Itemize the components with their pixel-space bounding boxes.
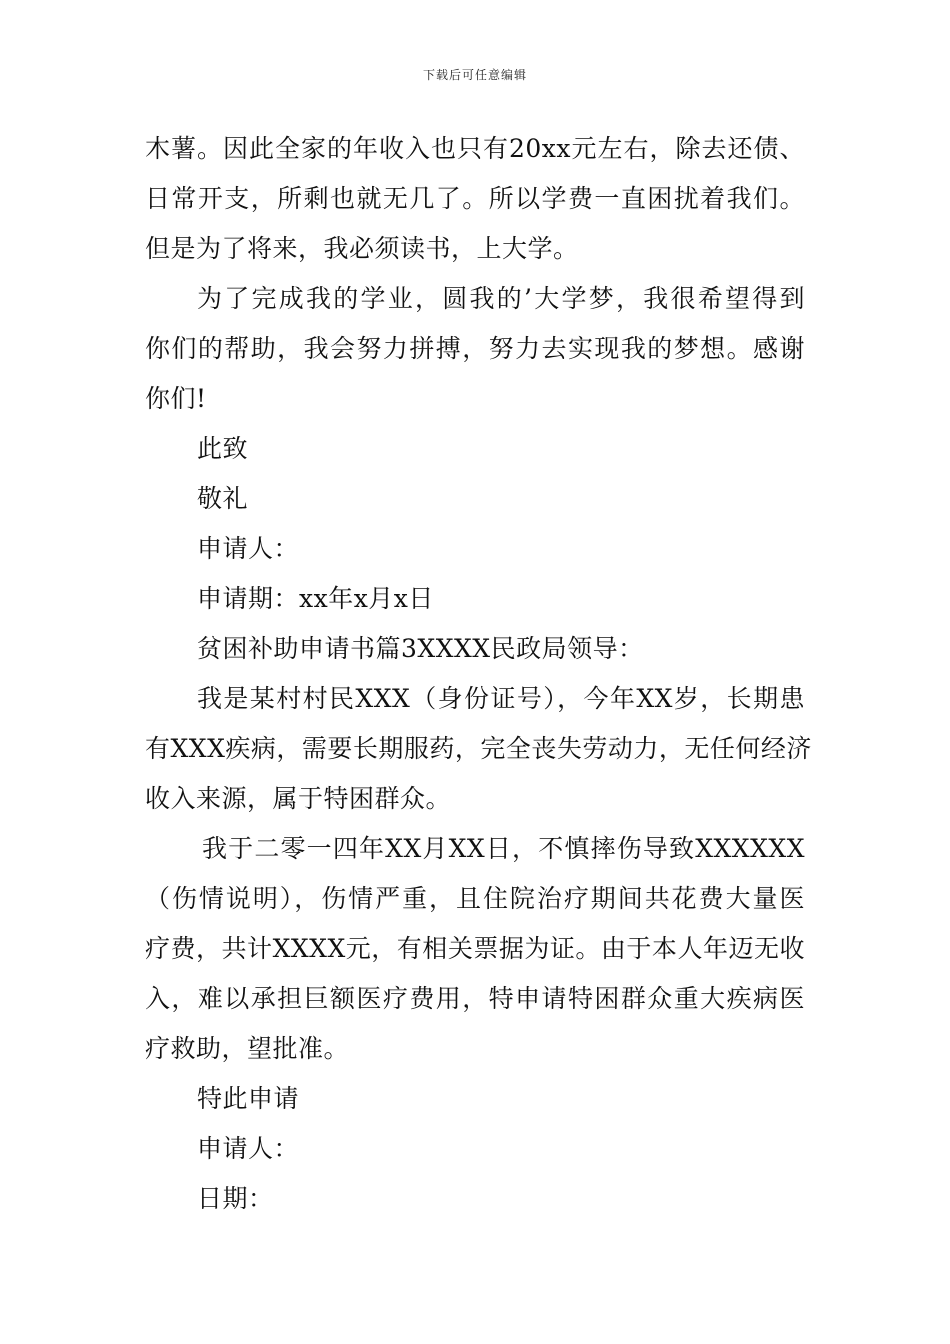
article-3-heading: 贫困补助申请书篇3XXXX民政局领导： <box>197 634 644 663</box>
paragraph-4-line-5: 疗救助，望批准。 <box>145 1034 350 1063</box>
paragraph-2-line-2: 你们的帮助，我会努力拼搏，努力去实现我的梦想。感谢 <box>145 334 805 363</box>
paragraph-3-line-2: 有XXX疾病，需要长期服药，完全丧失劳动力，无任何经济 <box>145 734 812 763</box>
paragraph-1-line-2: 日常开支，所剩也就无几了。所以学费一直困扰着我们。 <box>145 184 805 213</box>
closing-salutation: 此致 <box>197 434 249 463</box>
applicant-label: 申请人： <box>197 534 300 563</box>
paragraph-4-line-1: 我于二零一四年XX月XX日，不慎摔伤导致XXXXXX <box>202 834 805 863</box>
paragraph-3-line-1: 我是某村村民XXX（身份证号），今年XX岁，长期患 <box>197 684 805 713</box>
application-date: 申请期：xx年x月x日 <box>197 584 434 613</box>
page-header: 下载后可任意编辑 <box>422 68 527 82</box>
paragraph-4-line-2: （伤情说明），伤情严重，且住院治疗期间共花费大量医 <box>145 884 805 913</box>
closing-regards: 敬礼 <box>197 484 249 513</box>
paragraph-2-line-1: 为了完成我的学业，圆我的’大学梦，我很希望得到 <box>197 284 805 313</box>
applicant-label-2: 申请人： <box>197 1134 300 1163</box>
closing-request: 特此申请 <box>197 1084 300 1113</box>
paragraph-4-line-3: 疗费，共计XXXX元，有相关票据为证。由于本人年迈无收 <box>145 934 805 963</box>
paragraph-2-line-3: 你们! <box>145 384 207 413</box>
paragraph-1-line-3: 但是为了将来，我必须读书，上大学。 <box>145 234 579 263</box>
paragraph-4-line-4: 入，难以承担巨额医疗费用，特申请特困群众重大疾病医 <box>145 984 805 1013</box>
date-label: 日期： <box>197 1184 274 1213</box>
paragraph-3-line-3: 收入来源，属于特困群众。 <box>145 784 452 813</box>
paragraph-1-line-1: 木薯。因此全家的年收入也只有20xx元左右，除去还债、 <box>145 134 805 163</box>
